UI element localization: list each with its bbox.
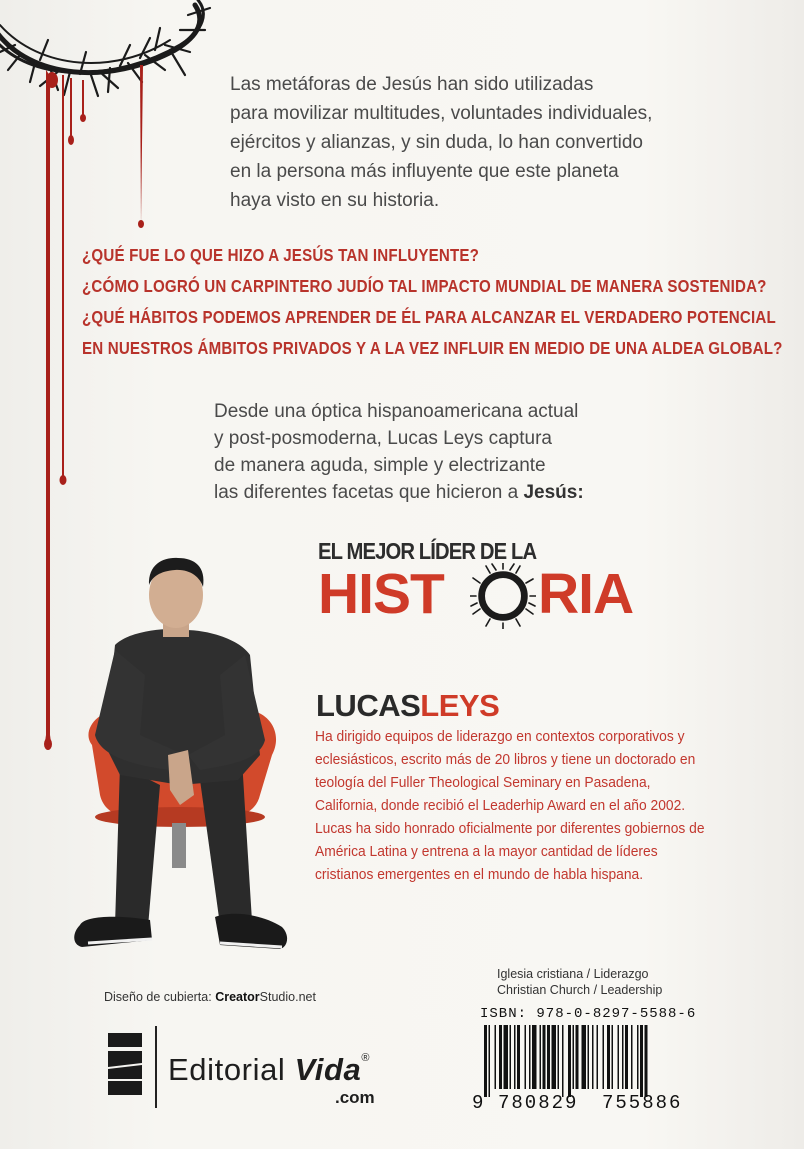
barcode-bar bbox=[510, 1025, 512, 1089]
publisher-domain: .com bbox=[335, 1088, 375, 1107]
publisher-logo-icon bbox=[108, 1033, 142, 1095]
book-title-line2 bbox=[318, 561, 634, 626]
barcode-digit-group2: 755886 bbox=[602, 1092, 683, 1114]
barcode-digit-first: 9 bbox=[472, 1092, 484, 1114]
barcode-digits bbox=[472, 1092, 682, 1114]
barcode-digit-group1: 780829 bbox=[498, 1092, 579, 1114]
book-title-ria: RIA bbox=[538, 562, 634, 626]
publisher-divider bbox=[155, 1026, 157, 1108]
barcode-bar bbox=[637, 1025, 639, 1089]
barcode-bar bbox=[547, 1025, 550, 1089]
barcode-bar bbox=[573, 1025, 575, 1089]
barcode-bar bbox=[625, 1025, 628, 1089]
design-credit-bold: Creator bbox=[215, 990, 260, 1004]
barcode-bar bbox=[525, 1025, 527, 1089]
barcode-bar bbox=[576, 1025, 579, 1089]
barcode-bar bbox=[607, 1025, 610, 1089]
barcode-bar bbox=[504, 1025, 509, 1089]
book-title-logo bbox=[318, 538, 634, 626]
question-line: ¿QUÉ HÁBITOS PODEMOS APRENDER DE ÉL PARA ALCANZAR EL VERDADERO POTENCIAL bbox=[82, 307, 776, 327]
description-paragraph bbox=[214, 398, 734, 506]
book-title-line1: EL MEJOR LÍDER DE LA bbox=[318, 538, 537, 564]
barcode-bar bbox=[484, 1025, 487, 1097]
barcode-bar bbox=[603, 1025, 605, 1089]
barcode-bar bbox=[640, 1025, 643, 1097]
author-name bbox=[316, 688, 499, 724]
publisher-name-bold: Vida bbox=[294, 1052, 362, 1087]
design-credit-prefix: Diseño de cubierta: bbox=[104, 990, 216, 1004]
intro-line: ejércitos y alianzas, y sin duda, lo han convertido bbox=[230, 132, 643, 153]
barcode-bar bbox=[618, 1025, 620, 1089]
publisher-name-regular: Editorial bbox=[168, 1052, 295, 1087]
barcode-bar bbox=[645, 1025, 648, 1097]
barcode-bar bbox=[631, 1025, 633, 1089]
barcode-bar bbox=[517, 1025, 520, 1089]
barcode-bar bbox=[562, 1025, 564, 1097]
barcode-bar bbox=[532, 1025, 537, 1089]
description-line bbox=[214, 479, 734, 506]
author-first-name: LUCAS bbox=[316, 688, 421, 723]
isbn-text: ISBN: 978-0-8297-5588-6 bbox=[480, 1006, 697, 1022]
question-line: ¿QUÉ FUE LO QUE HIZO A JESÚS TAN INFLUYENTE? bbox=[82, 245, 480, 265]
category-line-en: Christian Church / Leadership bbox=[497, 983, 663, 997]
barcode-bar bbox=[588, 1025, 590, 1089]
barcode-bar bbox=[622, 1025, 624, 1089]
barcode-bar bbox=[529, 1025, 531, 1089]
description-jesus: Jesús: bbox=[523, 482, 584, 503]
question-line: EN NUESTROS ÁMBITOS PRIVADOS Y A LA VEZ INFLUIR EN MEDIO DE UNA ALDEA GLOBAL? bbox=[82, 338, 783, 358]
question-line: ¿CÓMO LOGRÓ UN CARPINTERO JUDÍO TAL IMPACTO MUNDIAL DE MANERA SOSTENIDA? bbox=[82, 276, 767, 296]
book-title-hist: HIST bbox=[318, 562, 444, 626]
author-photo bbox=[60, 555, 300, 975]
category-line-es: Iglesia cristiana / Liderazgo bbox=[497, 967, 649, 981]
publisher-name bbox=[168, 1052, 370, 1088]
barcode-bar bbox=[612, 1025, 614, 1089]
author-bio: Ha dirigido equipos de liderazgo en contextos corporativos y eclesiásticos, escrito más de 20 libros y tiene un doctorado en teología del Fuller Theological Seminary en Pasadena, California, donde recibió el Leaderhip Award en el año 2002. Lucas ha sido honrado oficialmente por diferentes gobiernos de América Latina y entrena a la mayor cantidad de líderes cristianos emergentes en el mundo de habla hispana. bbox=[315, 728, 705, 883]
barcode-bar bbox=[568, 1025, 571, 1097]
questions-block bbox=[82, 240, 783, 364]
barcode-bar bbox=[499, 1025, 502, 1089]
description-line: de manera aguda, simple y electrizante bbox=[214, 455, 546, 476]
barcode-bar bbox=[540, 1025, 542, 1089]
barcode-bar bbox=[489, 1025, 491, 1097]
barcode-bar bbox=[552, 1025, 557, 1089]
design-credit-suffix: Studio.net bbox=[259, 990, 316, 1004]
barcode-bar bbox=[582, 1025, 587, 1089]
author-last-name: LEYS bbox=[420, 688, 500, 723]
intro-line: haya visto en su historia. bbox=[230, 190, 440, 211]
barcode-bar bbox=[597, 1025, 599, 1089]
barcode-bar bbox=[592, 1025, 594, 1089]
thorn-o-icon bbox=[470, 563, 536, 629]
barcode-bar bbox=[543, 1025, 546, 1089]
design-credit bbox=[104, 990, 316, 1004]
barcode-bar bbox=[514, 1025, 516, 1089]
description-line: Desde una óptica hispanoamericana actual bbox=[214, 401, 579, 422]
intro-line: para movilizar multitudes, voluntades individuales, bbox=[230, 103, 653, 124]
barcode-bar bbox=[495, 1025, 497, 1089]
category-label bbox=[497, 966, 662, 998]
description-last-prefix: las diferentes facetas que hicieron a bbox=[214, 482, 524, 503]
intro-line: en la persona más influyente que este planeta bbox=[230, 161, 619, 182]
intro-line: Las metáforas de Jesús han sido utilizadas bbox=[230, 74, 594, 95]
registered-mark: ® bbox=[361, 1052, 371, 1064]
barcode-bar bbox=[558, 1025, 560, 1089]
description-line: y post-posmoderna, Lucas Leys captura bbox=[214, 428, 552, 449]
intro-paragraph bbox=[230, 70, 770, 215]
